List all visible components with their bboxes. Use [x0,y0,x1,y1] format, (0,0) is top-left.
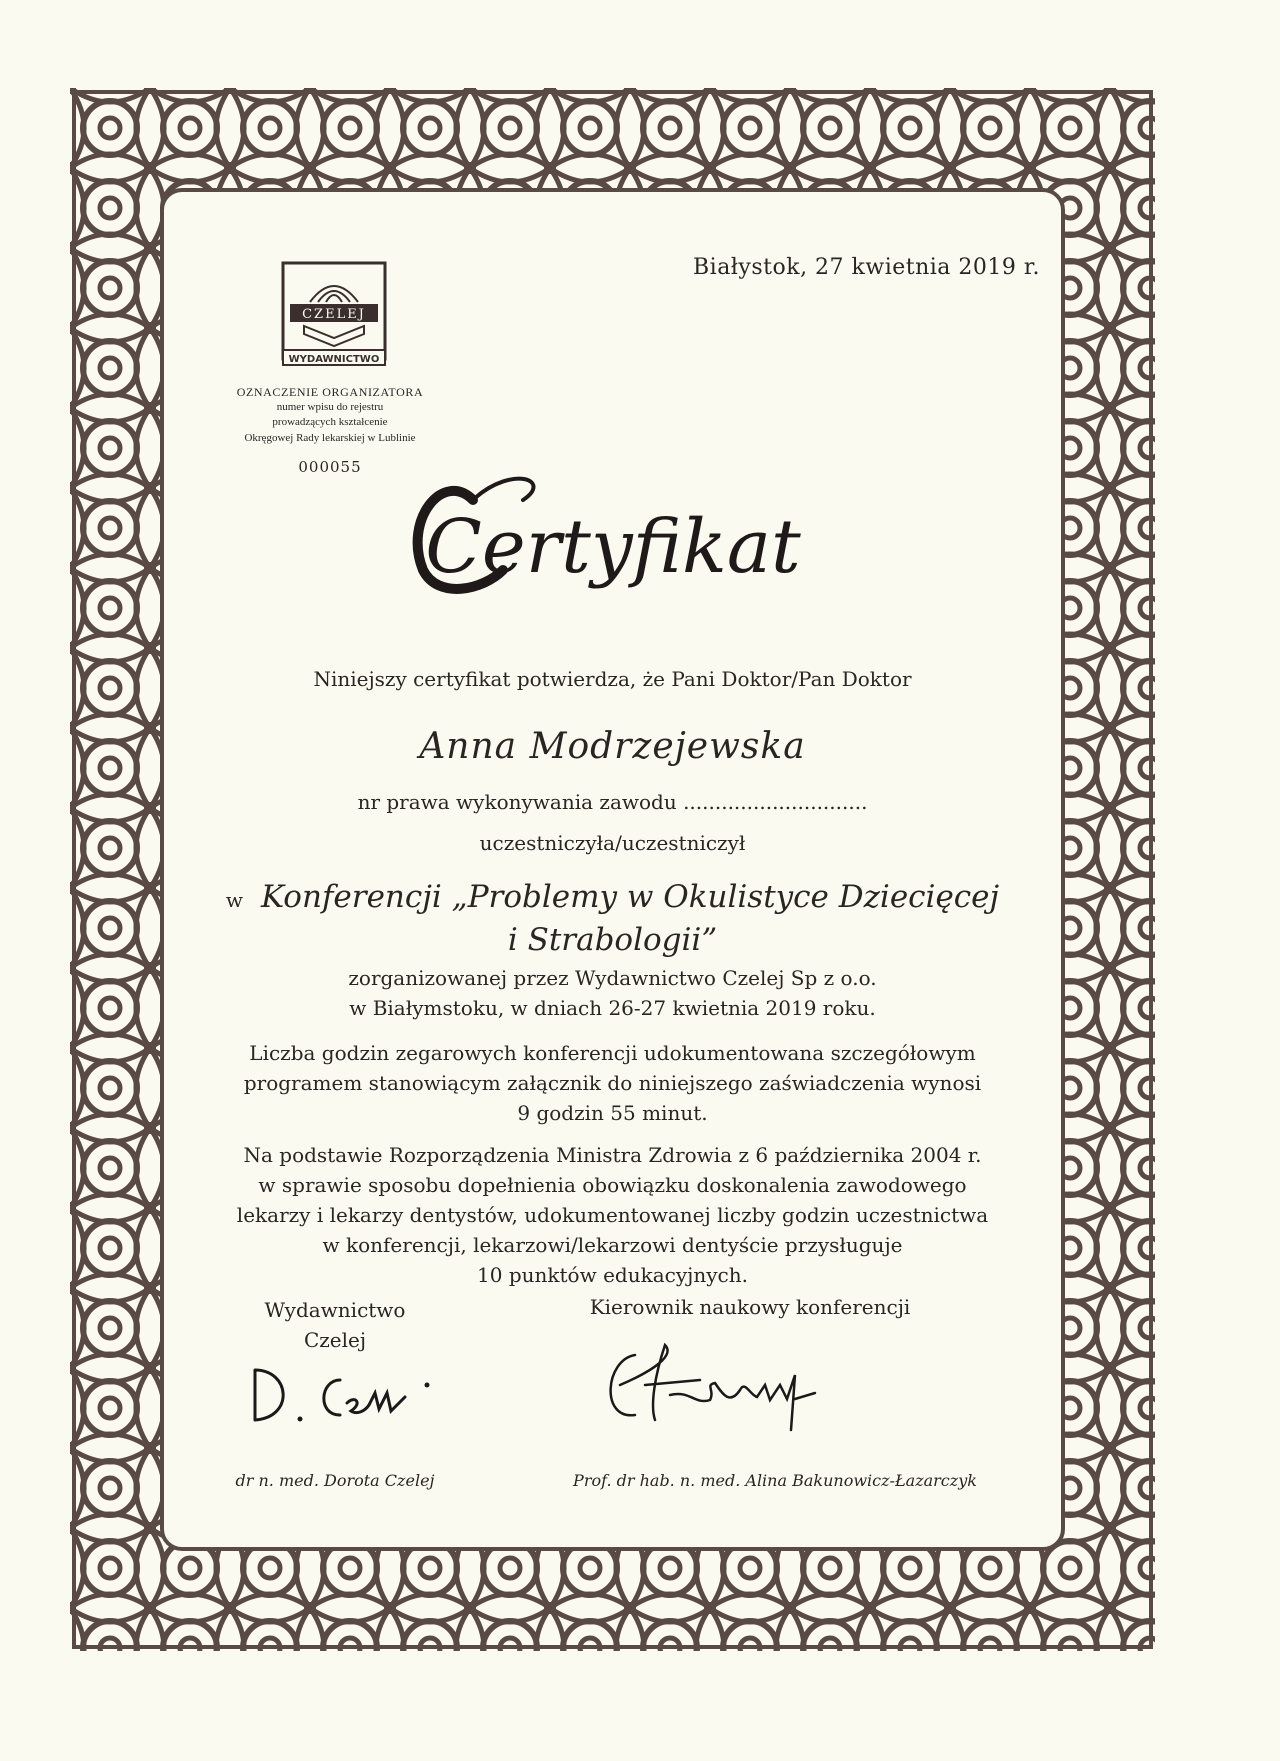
conference-title [185,877,1040,960]
hours-paragraph-line: programem stanowiącym załącznik do niniejszego zaświadczenia wynosi [243,1071,982,1095]
certificate-title [185,460,1040,610]
organizer-paragraph-line: zorganizowanej przez Wydawnictwo Czelej Sp z o.o. [348,966,877,990]
certificate-body [185,215,1040,1532]
intro-text: Niniejszy certyfikat potwierdza, że Pani Doktor/Pan Doktor [313,667,912,691]
conference-prefix: w [225,888,243,912]
regulation-paragraph-line: lekarzy i lekarzy dentystów, udokumentowanej liczby godzin uczestnictwa [236,1203,989,1227]
organizer-line1: numer wpisu do rejestru [276,401,384,413]
regulation-paragraph [185,1140,1040,1290]
organizer-number: 000055 [298,458,362,476]
regulation-paragraph-line: w sprawie sposobu dopełnienia obowiązku doskonalenia zawodowego [258,1173,967,1197]
director-signature [595,1335,855,1439]
regulation-paragraph-line: Na podstawie Rozporządzenia Ministra Zdrowia z 6 października 2004 r. [243,1143,982,1167]
organizer-info [185,385,475,444]
organizer-title: OZNACZENIE ORGANIZATORA [236,385,424,399]
organizer-line3: Okręgowej Rady lekarskiej w Lublinie [244,432,416,444]
conference-line2: i Strabologii” [507,922,718,958]
conference-line1: Konferencji „Problemy w Okulistyce Dziecięcej [260,879,1000,915]
publisher-signatory-name: dr n. med. Dorota Czelej [235,1471,435,1490]
regulation-paragraph-line: 10 punktów edukacyjnych. [477,1263,748,1287]
organizer-paragraph-line: w Białymstoku, w dniach 26-27 kwietnia 2019 roku. [349,996,876,1020]
publisher-signature-title-line: Czelej [303,1328,367,1352]
hours-paragraph [185,1038,1040,1128]
organizer-paragraph [185,963,1040,1023]
hours-paragraph-line: Liczba godzin zegarowych konferencji udokumentowana szczegółowym [249,1041,976,1065]
hours-paragraph-line: 9 godzin 55 minut. [517,1101,708,1125]
issue-date: Białystok, 27 kwietnia 2019 r. [692,255,1040,280]
license-number-line: nr prawa wykonywania zawodu ............................. [357,790,868,814]
svg-text:CZELEJ: CZELEJ [302,307,366,322]
publisher-signature-title-line: Wydawnictwo [264,1298,406,1322]
director-signatory-name: Prof. dr hab. n. med. Alina Bakunowicz-Łazarczyk [573,1471,977,1490]
participant-name: Anna Modrzejewska [419,726,806,767]
organizer-line2: prowadzących kształcenie [272,416,388,428]
title-text: Certyfikat [424,504,801,590]
publisher-signature [245,1355,445,1439]
participation-text: uczestniczyła/uczestniczył [479,831,746,855]
svg-text:WYDAWNICTWO: WYDAWNICTWO [288,354,380,365]
regulation-paragraph-line: w konferencji, lekarzowi/lekarzowi dentyście przysługuje [322,1233,903,1257]
scientific-director-title: Kierownik naukowy konferencji [589,1295,911,1319]
publisher-signature-title [225,1295,445,1355]
publisher-logo [280,260,388,368]
